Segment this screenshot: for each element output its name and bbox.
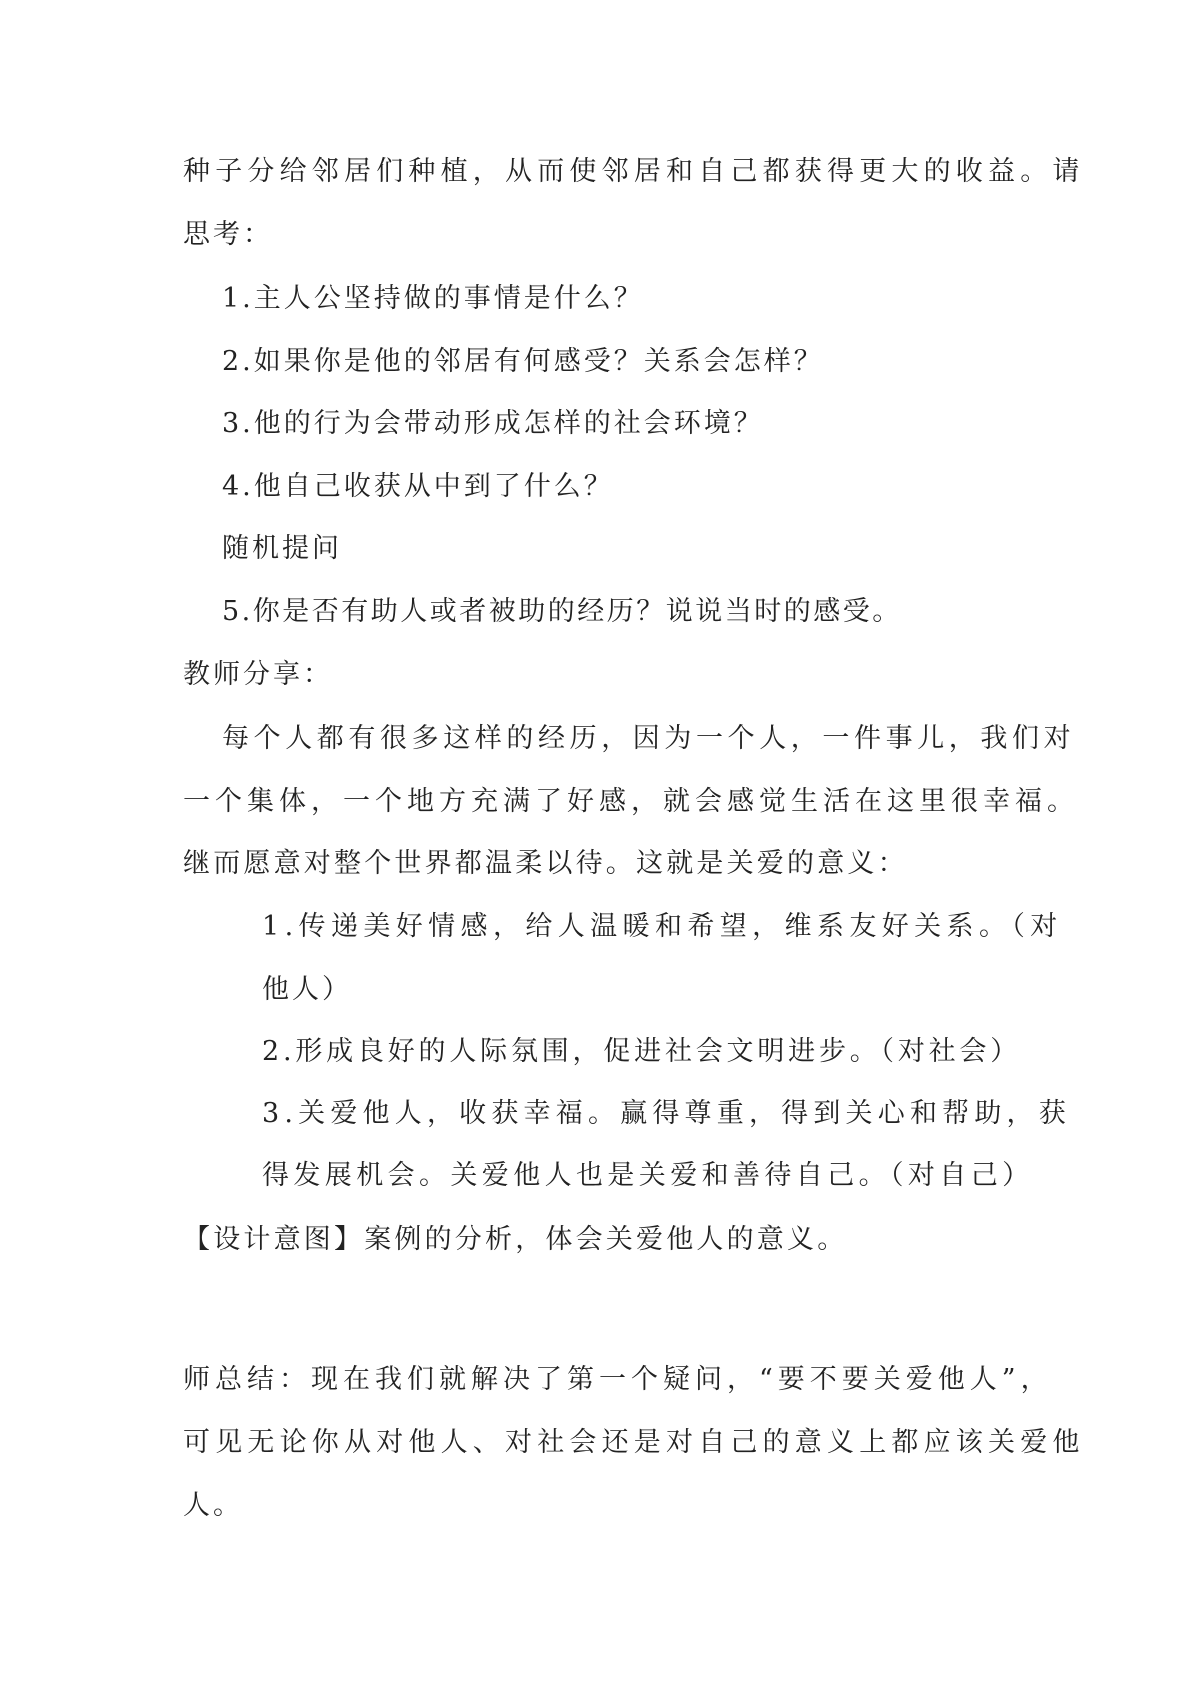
question-5: 5.你是否有助人或者被助的经历？说说当时的感受。 [222, 596, 902, 627]
design-intent: 【设计意图】案例的分析，体会关爱他人的意义。 [183, 1224, 848, 1255]
meaning-point-3-cont: 得发展机会。关爱他人也是关爱和善待自己。（对自己） [262, 1160, 1034, 1191]
meaning-point-2: 2.形成良好的人际氛围，促进社会文明进步。（对社会） [262, 1036, 1022, 1067]
meaning-point-1: 1.传递美好情感，给人温暖和希望，维系友好关系。（对 [262, 911, 1063, 942]
teacher-share-para-line-2: 一个集体，一个地方充满了好感，就会感觉生活在这里很幸福。 [183, 786, 1079, 817]
question-1: 1.主人公坚持做的事情是什么？ [222, 283, 644, 314]
teacher-share-heading: 教师分享： [183, 659, 333, 690]
intro-line-2: 思考： [183, 219, 273, 250]
summary-line-2: 可见无论你从对他人、对社会还是对自己的意义上都应该关爱他 [183, 1427, 1085, 1458]
random-prompt: 随机提问 [222, 533, 342, 564]
meaning-point-3: 3.关爱他人，收获幸福。赢得尊重，得到关心和帮助，获 [262, 1098, 1071, 1129]
teacher-share-para-line-3: 继而愿意对整个世界都温柔以待。这就是关爱的意义： [183, 848, 908, 879]
teacher-share-para-line-1: 每个人都有很多这样的经历，因为一个人，一件事儿，我们对 [222, 723, 1076, 754]
question-2: 2.如果你是他的邻居有何感受？关系会怎样？ [222, 346, 824, 377]
question-4: 4.他自己收获从中到了什么？ [222, 471, 614, 502]
summary-line-1: 师总结：现在我们就解决了第一个疑问，“要不要关爱他人”， [183, 1364, 1053, 1395]
intro-line-1: 种子分给邻居们种植，从而使邻居和自己都获得更大的收益。请 [183, 156, 1085, 187]
meaning-point-1-cont: 他人） [262, 974, 352, 1005]
summary-line-3: 人。 [183, 1490, 243, 1521]
question-3: 3.他的行为会带动形成怎样的社会环境？ [222, 408, 764, 439]
